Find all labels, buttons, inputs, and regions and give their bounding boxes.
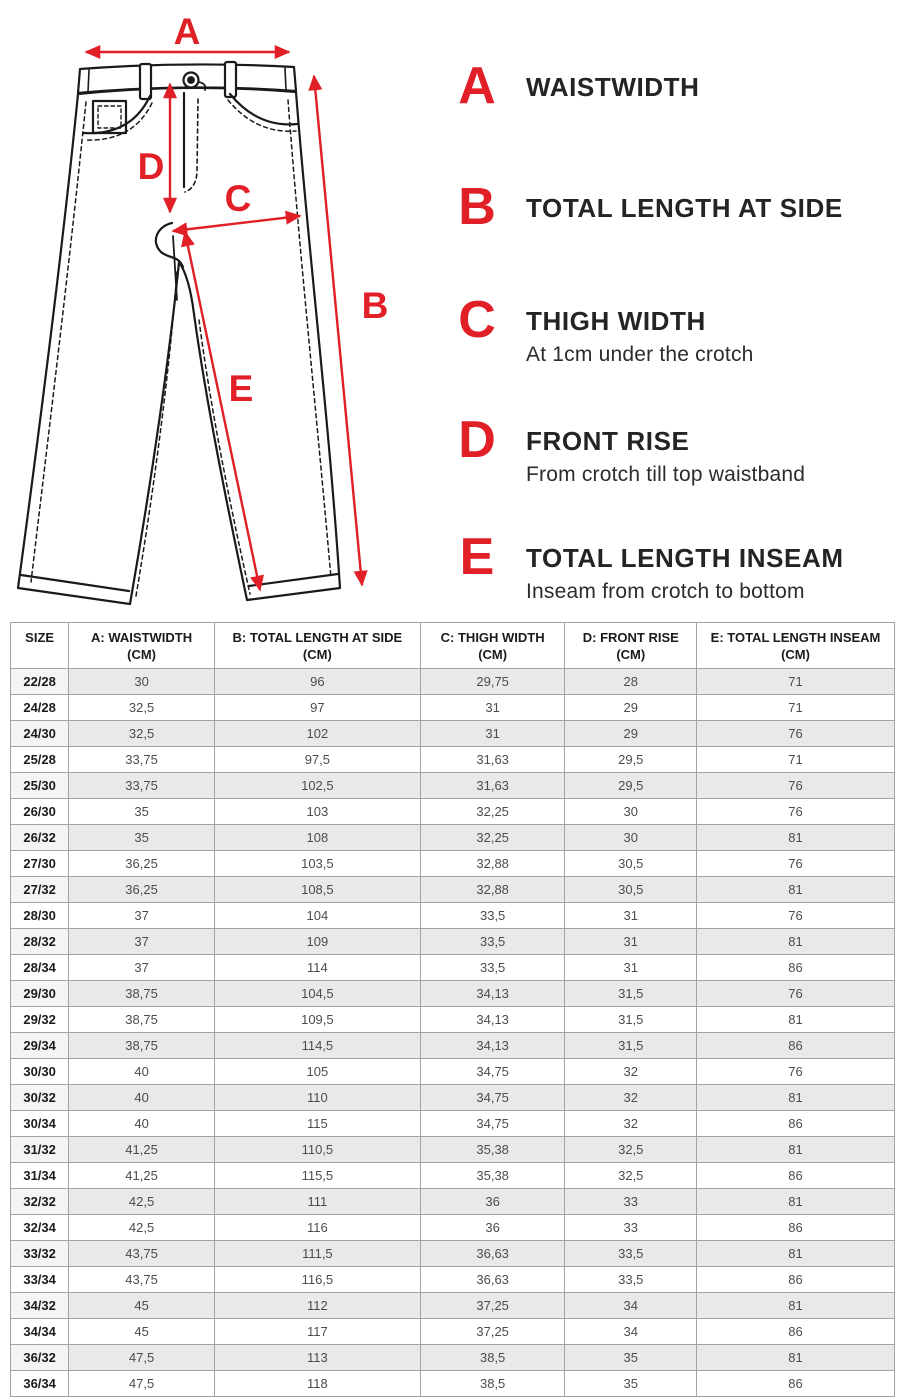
value-cell-d: 33,5 — [565, 1267, 697, 1293]
value-cell-d: 33,5 — [565, 1241, 697, 1267]
belt-loop — [140, 64, 151, 99]
value-cell-e: 71 — [697, 747, 895, 773]
table-row — [11, 669, 895, 695]
legend-item-b — [452, 178, 843, 236]
value-cell-d: 35 — [565, 1371, 697, 1397]
value-cell-b: 96 — [214, 669, 420, 695]
value-cell-e: 86 — [697, 1371, 895, 1397]
value-cell-e: 81 — [697, 825, 895, 851]
table-row — [11, 903, 895, 929]
value-cell-a: 47,5 — [69, 1371, 215, 1397]
value-cell-d: 28 — [565, 669, 697, 695]
table-row — [11, 929, 895, 955]
value-cell-a: 35 — [69, 825, 215, 851]
legend-subtitle: At 1cm under the crotch — [526, 342, 754, 366]
table-row — [11, 1267, 895, 1293]
value-cell-e: 81 — [697, 1293, 895, 1319]
value-cell-d: 30,5 — [565, 877, 697, 903]
diagram-label-c: C — [224, 178, 252, 219]
belt-loop — [225, 62, 236, 97]
value-cell-e: 76 — [697, 721, 895, 747]
legend-title: TOTAL LENGTH INSEAM — [526, 543, 844, 573]
value-cell-b: 109 — [214, 929, 420, 955]
value-cell-d: 29,5 — [565, 773, 697, 799]
value-cell-d: 33 — [565, 1215, 697, 1241]
value-cell-e: 71 — [697, 695, 895, 721]
size-cell: 32/34 — [11, 1215, 69, 1241]
value-cell-e: 81 — [697, 1007, 895, 1033]
value-cell-d: 35 — [565, 1345, 697, 1371]
value-cell-a: 40 — [69, 1111, 215, 1137]
value-cell-d: 32 — [565, 1111, 697, 1137]
table-row — [11, 1085, 895, 1111]
value-cell-a: 35 — [69, 799, 215, 825]
table-row — [11, 1241, 895, 1267]
size-cell: 28/30 — [11, 903, 69, 929]
legend-letter: B — [458, 178, 496, 236]
value-cell-b: 110 — [214, 1085, 420, 1111]
value-cell-c: 33,5 — [420, 929, 565, 955]
value-cell-b: 112 — [214, 1293, 420, 1319]
value-cell-b: 97,5 — [214, 747, 420, 773]
value-cell-d: 30 — [565, 825, 697, 851]
value-cell-c: 32,88 — [420, 877, 565, 903]
legend-letter: E — [459, 528, 495, 586]
legend — [452, 0, 905, 620]
size-cell: 33/34 — [11, 1267, 69, 1293]
value-cell-b: 114 — [214, 955, 420, 981]
value-cell-e: 76 — [697, 981, 895, 1007]
table-row — [11, 1137, 895, 1163]
value-cell-a: 38,75 — [69, 1007, 215, 1033]
value-cell-d: 32 — [565, 1085, 697, 1111]
value-cell-e: 81 — [697, 1137, 895, 1163]
value-cell-c: 31 — [420, 695, 565, 721]
value-cell-a: 45 — [69, 1293, 215, 1319]
size-cell: 29/32 — [11, 1007, 69, 1033]
value-cell-d: 31,5 — [565, 1033, 697, 1059]
value-cell-a: 41,25 — [69, 1163, 215, 1189]
size-cell: 29/34 — [11, 1033, 69, 1059]
value-cell-d: 34 — [565, 1319, 697, 1345]
value-cell-c: 31,63 — [420, 773, 565, 799]
value-cell-b: 102 — [214, 721, 420, 747]
value-cell-a: 45 — [69, 1319, 215, 1345]
size-cell: 31/34 — [11, 1163, 69, 1189]
value-cell-a: 36,25 — [69, 877, 215, 903]
value-cell-a: 43,75 — [69, 1267, 215, 1293]
legend-letter: D — [458, 411, 496, 469]
value-cell-a: 38,75 — [69, 1033, 215, 1059]
value-cell-e: 76 — [697, 903, 895, 929]
value-cell-b: 109,5 — [214, 1007, 420, 1033]
value-cell-c: 37,25 — [420, 1319, 565, 1345]
value-cell-b: 103 — [214, 799, 420, 825]
legend-title: FRONT RISE — [526, 426, 690, 456]
value-cell-a: 43,75 — [69, 1241, 215, 1267]
value-cell-c: 31 — [420, 721, 565, 747]
value-cell-e: 81 — [697, 1189, 895, 1215]
legend-item-c — [452, 291, 754, 367]
value-cell-c: 29,75 — [420, 669, 565, 695]
value-cell-e: 76 — [697, 773, 895, 799]
value-cell-a: 47,5 — [69, 1345, 215, 1371]
value-cell-e: 81 — [697, 877, 895, 903]
value-cell-c: 34,75 — [420, 1059, 565, 1085]
value-cell-b: 114,5 — [214, 1033, 420, 1059]
table-row — [11, 877, 895, 903]
value-cell-d: 30,5 — [565, 851, 697, 877]
table-row — [11, 695, 895, 721]
value-cell-a: 30 — [69, 669, 215, 695]
value-cell-d: 32,5 — [565, 1137, 697, 1163]
value-cell-c: 33,5 — [420, 955, 565, 981]
jeans-measurement-diagram — [0, 0, 440, 622]
value-cell-b: 115 — [214, 1111, 420, 1137]
table-row — [11, 773, 895, 799]
table-row — [11, 1371, 895, 1397]
table-row — [11, 981, 895, 1007]
size-cell: 36/32 — [11, 1345, 69, 1371]
value-cell-b: 104 — [214, 903, 420, 929]
size-cell: 27/32 — [11, 877, 69, 903]
value-cell-e: 86 — [697, 1267, 895, 1293]
value-cell-c: 38,5 — [420, 1371, 565, 1397]
value-cell-e: 81 — [697, 1345, 895, 1371]
value-cell-a: 40 — [69, 1085, 215, 1111]
value-cell-c: 36 — [420, 1189, 565, 1215]
legend-title: TOTAL LENGTH AT SIDE — [526, 193, 843, 223]
value-cell-b: 108,5 — [214, 877, 420, 903]
size-cell: 31/32 — [11, 1137, 69, 1163]
value-cell-b: 117 — [214, 1319, 420, 1345]
size-cell: 24/30 — [11, 721, 69, 747]
size-cell: 25/28 — [11, 747, 69, 773]
legend-subtitle: Inseam from crotch to bottom — [526, 579, 805, 603]
diagram-label-d: D — [137, 146, 165, 187]
value-cell-a: 40 — [69, 1059, 215, 1085]
value-cell-e: 81 — [697, 929, 895, 955]
value-cell-d: 31 — [565, 903, 697, 929]
value-cell-b: 118 — [214, 1371, 420, 1397]
value-cell-d: 29 — [565, 721, 697, 747]
size-cell: 28/34 — [11, 955, 69, 981]
legend-item-d — [452, 411, 806, 487]
value-cell-d: 31,5 — [565, 1007, 697, 1033]
value-cell-c: 36,63 — [420, 1241, 565, 1267]
size-cell: 34/32 — [11, 1293, 69, 1319]
table-row — [11, 1059, 895, 1085]
value-cell-c: 31,63 — [420, 747, 565, 773]
value-cell-e: 86 — [697, 1033, 895, 1059]
value-cell-b: 115,5 — [214, 1163, 420, 1189]
value-cell-a: 33,75 — [69, 747, 215, 773]
value-cell-b: 113 — [214, 1345, 420, 1371]
value-cell-d: 29 — [565, 695, 697, 721]
table-row — [11, 1111, 895, 1137]
value-cell-b: 110,5 — [214, 1137, 420, 1163]
value-cell-e: 76 — [697, 799, 895, 825]
diagram-label-b: B — [361, 285, 389, 326]
table-row — [11, 851, 895, 877]
value-cell-c: 34,13 — [420, 1007, 565, 1033]
size-cell: 33/32 — [11, 1241, 69, 1267]
value-cell-c: 32,25 — [420, 825, 565, 851]
value-cell-d: 32,5 — [565, 1163, 697, 1189]
table-row — [11, 1215, 895, 1241]
legend-item-a — [452, 57, 700, 115]
value-cell-e: 86 — [697, 955, 895, 981]
size-cell: 28/32 — [11, 929, 69, 955]
size-cell: 36/34 — [11, 1371, 69, 1397]
table-row — [11, 1007, 895, 1033]
value-cell-e: 81 — [697, 1085, 895, 1111]
table-row — [11, 955, 895, 981]
value-cell-c: 34,75 — [420, 1085, 565, 1111]
value-cell-d: 32 — [565, 1059, 697, 1085]
value-cell-e: 76 — [697, 1059, 895, 1085]
table-row — [11, 799, 895, 825]
value-cell-c: 33,5 — [420, 903, 565, 929]
value-cell-a: 42,5 — [69, 1215, 215, 1241]
size-cell: 30/30 — [11, 1059, 69, 1085]
size-cell: 30/32 — [11, 1085, 69, 1111]
value-cell-b: 116 — [214, 1215, 420, 1241]
value-cell-b: 111,5 — [214, 1241, 420, 1267]
value-cell-c: 32,25 — [420, 799, 565, 825]
value-cell-e: 81 — [697, 1241, 895, 1267]
value-cell-d: 29,5 — [565, 747, 697, 773]
value-cell-a: 32,5 — [69, 695, 215, 721]
value-cell-e: 86 — [697, 1215, 895, 1241]
size-cell: 30/34 — [11, 1111, 69, 1137]
size-cell: 26/32 — [11, 825, 69, 851]
value-cell-b: 103,5 — [214, 851, 420, 877]
table-row — [11, 1033, 895, 1059]
value-cell-c: 34,13 — [420, 1033, 565, 1059]
size-cell: 26/30 — [11, 799, 69, 825]
value-cell-a: 42,5 — [69, 1189, 215, 1215]
size-cell: 32/32 — [11, 1189, 69, 1215]
legend-title: THIGH WIDTH — [526, 306, 706, 336]
jeans-outline — [18, 62, 340, 604]
table-row — [11, 721, 895, 747]
value-cell-c: 37,25 — [420, 1293, 565, 1319]
value-cell-d: 33 — [565, 1189, 697, 1215]
legend-title: WAISTWIDTH — [526, 72, 700, 102]
size-cell: 22/28 — [11, 669, 69, 695]
size-guide-top-section — [0, 0, 905, 622]
value-cell-a: 33,75 — [69, 773, 215, 799]
size-cell: 27/30 — [11, 851, 69, 877]
value-cell-b: 111 — [214, 1189, 420, 1215]
value-cell-e: 86 — [697, 1111, 895, 1137]
value-cell-a: 32,5 — [69, 721, 215, 747]
value-cell-b: 108 — [214, 825, 420, 851]
table-row — [11, 1163, 895, 1189]
table-header-row — [11, 623, 895, 669]
value-cell-e: 71 — [697, 669, 895, 695]
diagram-label-a: A — [173, 11, 201, 52]
legend-item-e — [452, 528, 844, 604]
column-header: E: TOTAL LENGTH INSEAM (CM) — [697, 623, 895, 669]
table-row — [11, 1345, 895, 1371]
table-row — [11, 1189, 895, 1215]
value-cell-b: 116,5 — [214, 1267, 420, 1293]
value-cell-a: 37 — [69, 955, 215, 981]
value-cell-b: 104,5 — [214, 981, 420, 1007]
legend-subtitle: From crotch till top waistband — [526, 462, 806, 486]
column-header: SIZE — [11, 623, 69, 669]
value-cell-c: 32,88 — [420, 851, 565, 877]
value-cell-c: 34,75 — [420, 1111, 565, 1137]
size-chart-wrap — [10, 622, 895, 1397]
value-cell-a: 41,25 — [69, 1137, 215, 1163]
column-header: D: FRONT RISE (CM) — [565, 623, 697, 669]
value-cell-c: 36,63 — [420, 1267, 565, 1293]
value-cell-b: 102,5 — [214, 773, 420, 799]
value-cell-c: 36 — [420, 1215, 565, 1241]
column-header: B: TOTAL LENGTH AT SIDE (CM) — [214, 623, 420, 669]
value-cell-a: 38,75 — [69, 981, 215, 1007]
table-row — [11, 825, 895, 851]
value-cell-e: 76 — [697, 851, 895, 877]
value-cell-b: 105 — [214, 1059, 420, 1085]
legend-letter: A — [458, 57, 496, 115]
table-row — [11, 747, 895, 773]
value-cell-d: 31,5 — [565, 981, 697, 1007]
value-cell-d: 31 — [565, 955, 697, 981]
value-cell-b: 97 — [214, 695, 420, 721]
table-row — [11, 1293, 895, 1319]
table-row — [11, 1319, 895, 1345]
value-cell-c: 34,13 — [420, 981, 565, 1007]
value-cell-a: 36,25 — [69, 851, 215, 877]
diagram-label-e: E — [228, 368, 254, 409]
value-cell-c: 35,38 — [420, 1163, 565, 1189]
value-cell-d: 30 — [565, 799, 697, 825]
column-header: A: WAISTWIDTH (CM) — [69, 623, 215, 669]
column-header: C: THIGH WIDTH (CM) — [420, 623, 565, 669]
size-cell: 29/30 — [11, 981, 69, 1007]
value-cell-e: 86 — [697, 1163, 895, 1189]
size-cell: 25/30 — [11, 773, 69, 799]
value-cell-d: 31 — [565, 929, 697, 955]
size-cell: 34/34 — [11, 1319, 69, 1345]
size-chart-table — [10, 622, 895, 1397]
value-cell-e: 86 — [697, 1319, 895, 1345]
value-cell-d: 34 — [565, 1293, 697, 1319]
value-cell-a: 37 — [69, 929, 215, 955]
value-cell-c: 38,5 — [420, 1345, 565, 1371]
value-cell-c: 35,38 — [420, 1137, 565, 1163]
legend-letter: C — [458, 291, 496, 349]
value-cell-a: 37 — [69, 903, 215, 929]
size-cell: 24/28 — [11, 695, 69, 721]
jeans-body — [18, 88, 340, 604]
